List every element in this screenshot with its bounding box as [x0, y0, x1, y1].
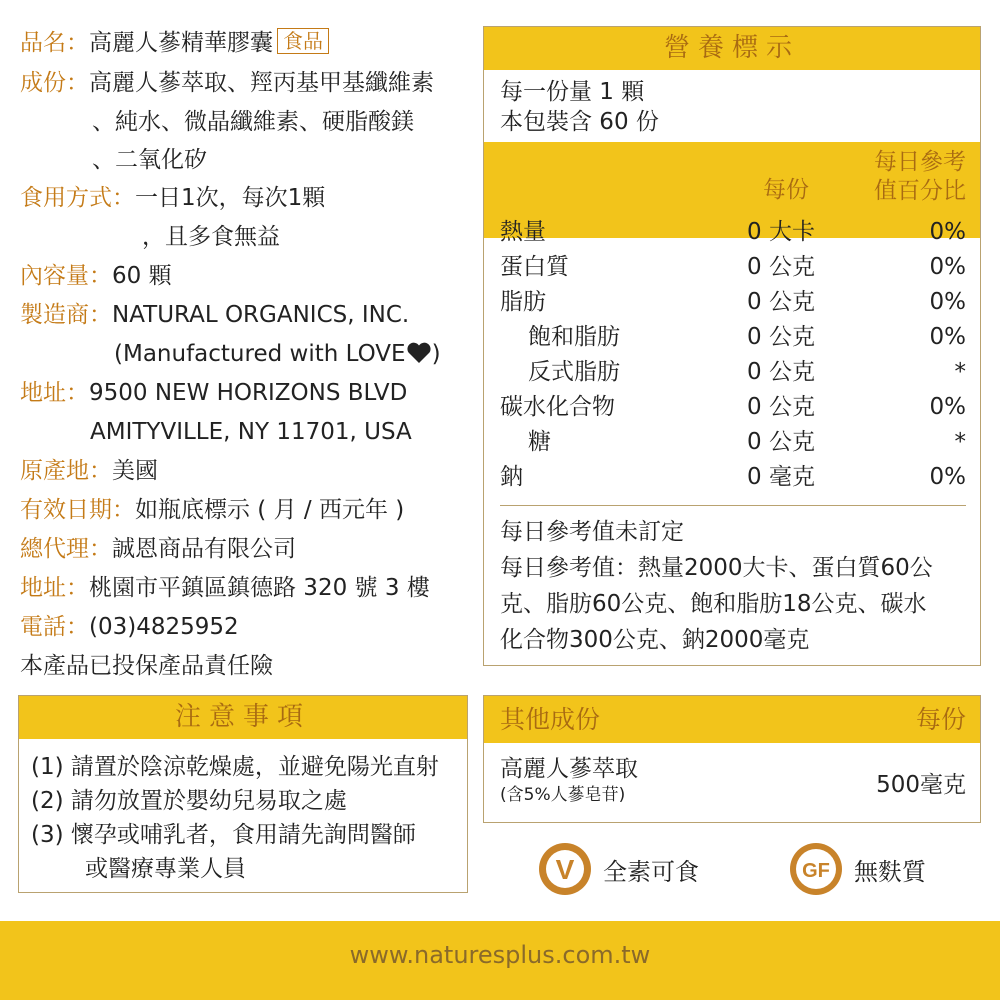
nutrient-name: 飽和脂肪: [528, 324, 620, 350]
nutrient-value: 0 大卡: [747, 219, 815, 245]
nutrition-footnote-4: 化合物300公克、鈉2000毫克: [500, 627, 810, 653]
product-name-label: 品名：: [20, 30, 89, 56]
nutrition-title: 營養標示: [484, 27, 980, 70]
gluten-free-label: 無麩質: [854, 857, 926, 886]
expiry-value: 如瓶底標示 ( 月 / 西元年 ): [135, 497, 405, 523]
other-ingredients-box: [483, 695, 981, 823]
ingredients-line-1: [20, 68, 434, 98]
maker-note-line: [114, 339, 441, 369]
maker-value: NATURAL ORGANICS, INC.: [112, 302, 410, 328]
caution-item: (1) 請置於陰涼乾燥處，並避免陽光直射: [31, 754, 439, 780]
nutrient-value: 0 毫克: [747, 464, 815, 490]
insurance-note: 本產品已投保產品責任險: [20, 653, 273, 679]
phone-line: [20, 612, 239, 642]
nutrient-value: 0 公克: [747, 429, 815, 455]
address-label: 地址：: [20, 380, 89, 406]
nutrient-name: 反式脂肪: [528, 359, 620, 385]
vegan-badge: [537, 841, 699, 897]
agent-address-line: [20, 573, 430, 603]
nutrient-pct: 0%: [929, 219, 966, 245]
nutrient-value: 0 公克: [747, 359, 815, 385]
address-text-2: AMITYVILLE, NY 11701, USA: [90, 419, 412, 445]
nutrient-value: 0 公克: [747, 289, 815, 315]
col-per-serving: 每份: [763, 177, 809, 203]
nutrient-value: 0 公克: [747, 324, 815, 350]
expiry-label: 有效日期：: [20, 497, 135, 523]
maker-note: (Manufactured with LOVE: [114, 341, 406, 367]
other-ingredient-value: 500毫克: [876, 772, 966, 798]
website-url[interactable]: www.naturesplus.com.tw: [349, 941, 651, 969]
nutrient-name: 脂肪: [500, 289, 546, 315]
usage-text-1: 一日1次，每次1顆: [135, 185, 326, 211]
nutrient-pct: 0%: [929, 324, 966, 350]
vegan-label: 全素可食: [603, 857, 699, 886]
agent-address-value: 桃園市平鎮區鎮德路 320 號 3 樓: [89, 575, 430, 601]
content-line: [20, 261, 172, 291]
svg-text:GF: GF: [802, 860, 830, 882]
caution-item: (3) 懷孕或哺乳者，食用請先詢問醫師: [31, 822, 416, 848]
agent-line: [20, 534, 296, 564]
nutrition-footnote-3: 克、脂肪60公克、飽和脂肪18公克、碳水: [500, 591, 927, 617]
product-name: 高麗人蔘精華膠囊: [89, 30, 273, 56]
nutrition-divider: [500, 505, 966, 506]
heart-icon: [406, 342, 432, 364]
col-daily-line-2: 值百分比: [874, 178, 966, 204]
nutrient-name: 碳水化合物: [500, 394, 615, 420]
nutrition-row: [484, 390, 980, 425]
col-daily-line-1: 每日參考: [874, 149, 966, 175]
nutrient-pct: *: [954, 429, 966, 455]
ingredients-label: 成份：: [20, 70, 89, 96]
phone-value: (03)4825952: [89, 614, 239, 640]
nutrient-pct: 0%: [929, 254, 966, 280]
vegan-icon: [537, 841, 593, 897]
other-ingredients-col: 每份: [915, 705, 966, 734]
caution-item: 或醫療專業人員: [85, 856, 246, 882]
nutrition-footnote-2: 每日參考值：熱量2000大卡、蛋白質60公: [500, 555, 933, 581]
maker-line: [20, 300, 409, 330]
content-label: 內容量：: [20, 263, 112, 289]
agent-address-label: 地址：: [20, 575, 89, 601]
nutrient-name: 糖: [528, 429, 551, 455]
servings-per-pack: 本包裝含 60 份: [500, 109, 659, 135]
nutrition-row: [484, 355, 980, 390]
svg-text:V: V: [555, 854, 575, 885]
nutrient-pct: 0%: [929, 289, 966, 315]
gluten-free-badge: [788, 841, 926, 897]
nutrition-row: [484, 285, 980, 320]
agent-value: 誠恩商品有限公司: [112, 536, 296, 562]
address-text-1: 9500 NEW HORIZONS BLVD: [89, 380, 408, 406]
footer-bar: [0, 921, 1000, 1000]
origin-value: 美國: [112, 458, 158, 484]
nutrient-pct: *: [954, 359, 966, 385]
origin-label: 原產地：: [20, 458, 112, 484]
address-line-1: [20, 378, 407, 408]
nutrition-row: [484, 460, 980, 495]
nutrition-panel: [483, 26, 981, 666]
expiry-line: [20, 495, 404, 525]
phone-label: 電話：: [20, 614, 89, 640]
ingredients-text-3: 、二氧化矽: [92, 147, 207, 173]
other-ingredients-title: 其他成份: [500, 705, 601, 734]
gluten-free-icon: [788, 841, 844, 897]
nutrient-pct: 0%: [929, 464, 966, 490]
nutrient-name: 鈉: [500, 464, 523, 490]
usage-text-2: ，且多食無益: [142, 224, 280, 250]
agent-label: 總代理：: [20, 536, 112, 562]
product-name-line: [20, 28, 329, 58]
ingredients-text-2: 、純水、微晶纖維素、硬脂酸鎂: [92, 109, 414, 135]
nutrient-name: 熱量: [500, 219, 546, 245]
col-daily-value: [874, 148, 966, 206]
origin-line: [20, 456, 158, 486]
food-tag: 食品: [277, 28, 329, 54]
maker-label: 製造商：: [20, 302, 112, 328]
nutrient-value: 0 公克: [747, 394, 815, 420]
nutrient-pct: 0%: [929, 394, 966, 420]
serving-size: 每一份量 1 顆: [500, 79, 645, 105]
nutrition-row: [484, 425, 980, 460]
other-ingredient-sub: (含5%人蔘皂苷): [500, 785, 626, 805]
nutrition-row: [484, 320, 980, 355]
maker-note-end: ): [431, 341, 441, 367]
usage-label: 食用方式：: [20, 185, 135, 211]
nutrient-value: 0 公克: [747, 254, 815, 280]
nutrition-row: [484, 250, 980, 285]
nutrition-footnote-1: 每日參考值未訂定: [500, 519, 684, 545]
nutrient-name: 蛋白質: [500, 254, 569, 280]
nutrition-row: [484, 215, 980, 250]
usage-line-1: [20, 183, 325, 213]
ingredients-text-1: 高麗人蔘萃取、羥丙基甲基纖維素: [89, 70, 434, 96]
caution-box: [18, 695, 468, 893]
content-value: 60 顆: [112, 263, 172, 289]
other-ingredient-name: 高麗人蔘萃取: [500, 756, 638, 782]
caution-title: 注意事項: [19, 696, 467, 739]
caution-item: (2) 請勿放置於嬰幼兒易取之處: [31, 788, 347, 814]
other-ingredients-header: [484, 696, 980, 743]
